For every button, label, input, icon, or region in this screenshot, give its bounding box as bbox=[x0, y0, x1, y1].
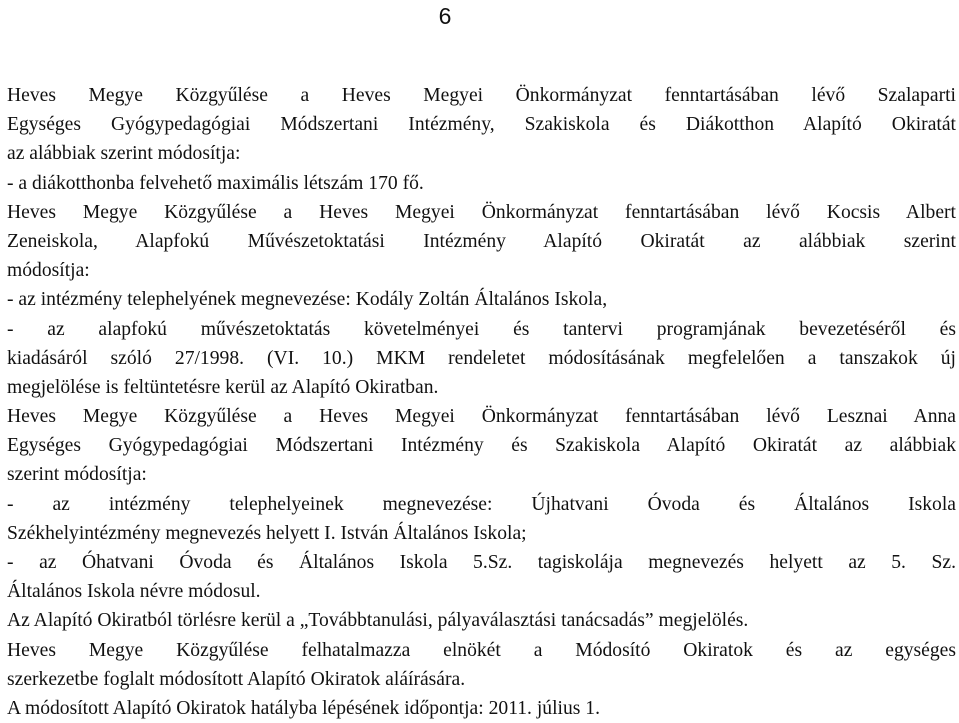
text-line: Heves Megye Közgyűlése a Heves Megyei Önkormányzat fenntartásában lévő Kocsis Albert bbox=[7, 201, 956, 223]
text-line: szerint módosítja: bbox=[7, 464, 147, 486]
text-line: Heves Megye Közgyűlése felhatalmazza elnökét a Módosító Okiratok és az egységes bbox=[7, 639, 956, 661]
text-line: - az intézmény telephelyeinek megnevezése: Újhatvani Óvoda és Általános Iskola bbox=[7, 493, 956, 515]
text-line: szerkezetbe foglalt módosított Alapító Okiratok aláírására. bbox=[7, 668, 466, 690]
text-line: módosítja: bbox=[7, 260, 90, 282]
text-line: - az intézmény telephelyének megnevezése: Kodály Zoltán Általános Iskola, bbox=[7, 289, 608, 311]
document-body bbox=[7, 81, 956, 723]
text-line: Egységes Gyógypedagógiai Módszertani Intézmény, Szakiskola és Diákotthon Alapító Okiratát bbox=[7, 114, 956, 136]
text-line: Heves Megye Közgyűlése a Heves Megyei Önkormányzat fenntartásában lévő Lesznai Anna bbox=[7, 406, 956, 428]
text-line: Általános Iskola névre módosul. bbox=[7, 581, 261, 603]
text-line: megjelölése is feltüntetésre kerül az Alapító Okiratban. bbox=[7, 376, 439, 398]
text-line: A módosított Alapító Okiratok hatályba lépésének időpontja: 2011. július 1. bbox=[7, 697, 600, 719]
text-line: - az Óhatvani Óvoda és Általános Iskola 5.Sz. tagiskolája megnevezés helyett az 5. Sz. bbox=[7, 552, 956, 573]
page-number: 6 bbox=[438, 3, 452, 29]
text-line: Zeneiskola, Alapfokú Művészetoktatási Intézmény Alapító Okiratát az alábbiak szerint bbox=[7, 230, 956, 252]
text-line: - a diákotthonba felvehető maximális létszám 170 fő. bbox=[7, 172, 424, 194]
text-line: - az alapfokú művészetoktatás követelményei és tantervi programjának bevezetéséről és bbox=[7, 318, 956, 340]
text-line: Az Alapító Okiratból törlésre kerül a „Továbbtanulási, pályaválasztási tanácsadás” megjelölés. bbox=[7, 610, 749, 632]
text-line: kiadásáról szóló 27/1998. (VI. 10.) MKM rendeletet módosításának megfelelően a tanszakok új bbox=[7, 347, 956, 369]
text-line: Egységes Gyógypedagógiai Módszertani Intézmény és Szakiskola Alapító Okiratát az alábbiak bbox=[7, 435, 956, 457]
text-line: Székhelyintézmény megnevezés helyett I. István Általános Iskola; bbox=[7, 522, 527, 544]
text-line: az alábbiak szerint módosítja: bbox=[7, 143, 241, 165]
text-line: Heves Megye Közgyűlése a Heves Megyei Önkormányzat fenntartásában lévő Szalaparti bbox=[7, 85, 956, 106]
